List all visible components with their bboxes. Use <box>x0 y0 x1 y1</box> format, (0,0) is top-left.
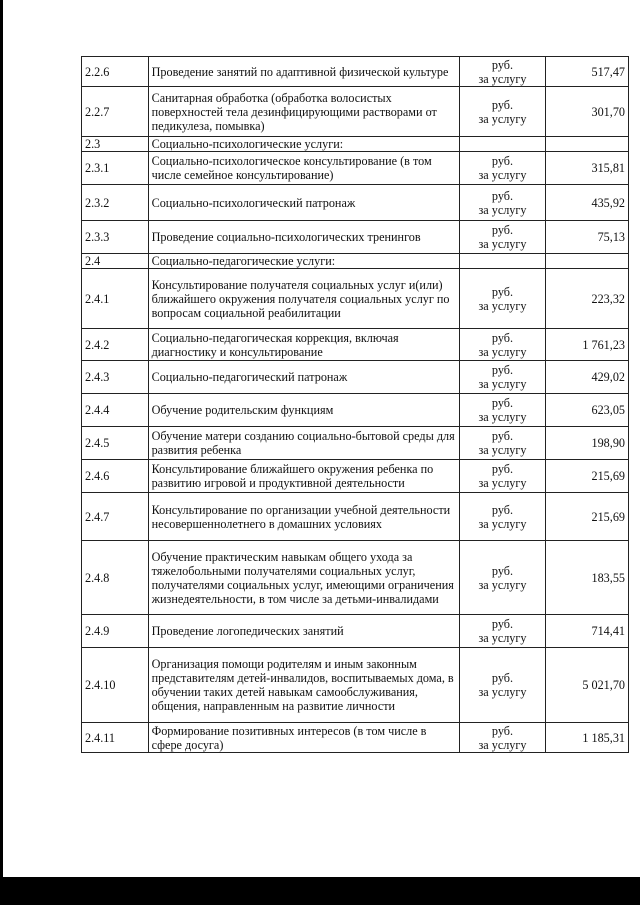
service-name: Санитарная обработка (обработка волосистых поверхностей тела дезинфицирующими растворами от педикулеза, помывка) <box>148 87 459 137</box>
price-cell: 1 185,31 <box>546 723 629 753</box>
service-name: Консультирование ближайшего окружения ребенка по развитию игровой и продуктивной деятельности <box>148 460 459 493</box>
price-cell: 223,32 <box>546 269 629 329</box>
unit-currency: руб. <box>491 723 514 738</box>
section-row <box>82 137 629 152</box>
service-name: Социально-психологические услуги: <box>148 137 459 152</box>
unit-currency: руб. <box>491 97 514 112</box>
unit-currency: руб. <box>491 57 514 72</box>
price-cell: 183,55 <box>546 541 629 615</box>
service-name: Обучение родительским функциям <box>148 394 459 427</box>
scan-bottom-bar <box>0 877 640 905</box>
row-code: 2.4.1 <box>82 269 149 329</box>
table-row <box>82 185 629 221</box>
table-row <box>82 152 629 185</box>
row-code: 2.4.11 <box>82 723 149 753</box>
unit-currency: руб. <box>491 462 514 476</box>
service-name: Консультирование по организации учебной деятельности несовершеннолетнего в домашних условиях <box>148 493 459 541</box>
table-row <box>82 493 629 541</box>
row-code: 2.4.2 <box>82 329 149 361</box>
row-code: 2.4.4 <box>82 394 149 427</box>
row-code: 2.3.1 <box>82 152 149 185</box>
service-name: Формирование позитивных интересов (в том числе в сфере досуга) <box>148 723 459 753</box>
unit-cell <box>459 361 545 394</box>
unit-per-service: за услугу <box>478 377 527 391</box>
unit-cell <box>459 87 545 137</box>
table-row <box>82 394 629 427</box>
unit-currency: руб. <box>491 429 514 443</box>
unit-cell <box>459 57 545 87</box>
unit-cell <box>459 541 545 615</box>
unit-currency: руб. <box>491 563 514 578</box>
unit-currency: руб. <box>491 502 514 517</box>
page-edge <box>0 0 3 905</box>
service-name: Проведение социально-психологических тренингов <box>148 221 459 254</box>
service-name: Обучение матери созданию социально-бытовой среды для развития ребенка <box>148 427 459 460</box>
service-name: Обучение практическим навыкам общего ухода за тяжелобольными получателями социальных услуг, получателями социальных услуг, имеющими ограничения жизнедеятельности, в том числе за детьми-инвалидами <box>148 541 459 615</box>
unit-cell <box>459 723 545 753</box>
unit-cell <box>459 460 545 493</box>
unit-per-service: за услугу <box>478 516 527 531</box>
unit-currency: руб. <box>491 188 514 203</box>
tariff-table-body <box>82 57 629 753</box>
row-code: 2.2.7 <box>82 87 149 137</box>
unit-cell <box>459 615 545 648</box>
row-code: 2.4.7 <box>82 493 149 541</box>
unit-per-service: за услугу <box>478 443 527 457</box>
unit-per-service: за услугу <box>478 577 527 592</box>
unit-per-service: за услугу <box>478 410 527 424</box>
table-row <box>82 87 629 137</box>
table-row <box>82 269 629 329</box>
price-cell: 75,13 <box>546 221 629 254</box>
row-code: 2.4.10 <box>82 648 149 723</box>
unit-cell <box>459 394 545 427</box>
row-code: 2.4 <box>82 254 149 269</box>
unit-per-service: за услугу <box>478 111 527 126</box>
unit-per-service: за услугу <box>478 168 527 182</box>
price-cell: 198,90 <box>546 427 629 460</box>
unit-cell <box>459 185 545 221</box>
unit-per-service: за услугу <box>478 631 527 645</box>
service-name: Консультирование получателя социальных услуг и(или) ближайшего окружения получателя социальных услуг по вопросам социальной реабилитации <box>148 269 459 329</box>
table-row <box>82 57 629 87</box>
unit-cell <box>459 152 545 185</box>
row-code: 2.4.5 <box>82 427 149 460</box>
price-cell: 215,69 <box>546 493 629 541</box>
table-row <box>82 329 629 361</box>
row-code: 2.3.2 <box>82 185 149 221</box>
row-code: 2.3 <box>82 137 149 152</box>
unit-currency: руб. <box>491 154 514 168</box>
unit-cell <box>459 254 545 269</box>
unit-currency: руб. <box>491 617 514 631</box>
table-row <box>82 648 629 723</box>
row-code: 2.3.3 <box>82 221 149 254</box>
table-row <box>82 541 629 615</box>
section-row <box>82 254 629 269</box>
unit-cell <box>459 137 545 152</box>
row-code: 2.4.8 <box>82 541 149 615</box>
unit-cell <box>459 427 545 460</box>
price-cell <box>546 254 629 269</box>
row-code: 2.2.6 <box>82 57 149 87</box>
price-cell: 315,81 <box>546 152 629 185</box>
unit-currency: руб. <box>491 223 514 237</box>
unit-per-service: за услугу <box>478 71 527 86</box>
unit-per-service: за услугу <box>478 237 527 251</box>
service-name: Социально-психологическое консультирование (в том числе семейное консультирование) <box>148 152 459 185</box>
unit-currency: руб. <box>491 284 514 299</box>
price-cell: 623,05 <box>546 394 629 427</box>
unit-per-service: за услугу <box>478 737 527 752</box>
price-cell: 215,69 <box>546 460 629 493</box>
unit-cell <box>459 493 545 541</box>
unit-currency: руб. <box>491 396 514 410</box>
service-name: Социально-педагогические услуги: <box>148 254 459 269</box>
service-name: Проведение занятий по адаптивной физической культуре <box>148 57 459 87</box>
service-name: Организация помощи родителям и иным законным представителям детей-инвалидов, воспитываемых дома, в обучении таких детей навыкам самообслуживания, общения, направленным на развитие личности <box>148 648 459 723</box>
unit-per-service: за услугу <box>478 202 527 217</box>
unit-per-service: за услугу <box>478 476 527 490</box>
unit-currency: руб. <box>491 363 514 377</box>
row-code: 2.4.9 <box>82 615 149 648</box>
service-name: Социально-педагогический патронаж <box>148 361 459 394</box>
row-code: 2.4.6 <box>82 460 149 493</box>
table-row <box>82 427 629 460</box>
unit-cell <box>459 269 545 329</box>
unit-cell <box>459 329 545 361</box>
table-row <box>82 460 629 493</box>
unit-per-service: за услугу <box>478 298 527 313</box>
price-cell: 517,47 <box>546 57 629 87</box>
unit-currency: руб. <box>491 330 514 345</box>
service-name: Социально-психологический патронаж <box>148 185 459 221</box>
unit-currency: руб. <box>491 671 514 685</box>
price-cell: 714,41 <box>546 615 629 648</box>
price-cell <box>546 137 629 152</box>
row-code: 2.4.3 <box>82 361 149 394</box>
unit-per-service: за услугу <box>478 685 527 699</box>
table-row <box>82 615 629 648</box>
unit-cell <box>459 221 545 254</box>
price-cell: 429,02 <box>546 361 629 394</box>
price-cell: 5 021,70 <box>546 648 629 723</box>
unit-per-service: за услугу <box>478 344 527 359</box>
service-name: Социально-педагогическая коррекция, включая диагностику и консультирование <box>148 329 459 361</box>
table-row <box>82 723 629 753</box>
service-name: Проведение логопедических занятий <box>148 615 459 648</box>
table-row <box>82 221 629 254</box>
price-cell: 435,92 <box>546 185 629 221</box>
price-cell: 301,70 <box>546 87 629 137</box>
tariff-table <box>81 56 629 753</box>
price-cell: 1 761,23 <box>546 329 629 361</box>
unit-cell <box>459 648 545 723</box>
table-row <box>82 361 629 394</box>
